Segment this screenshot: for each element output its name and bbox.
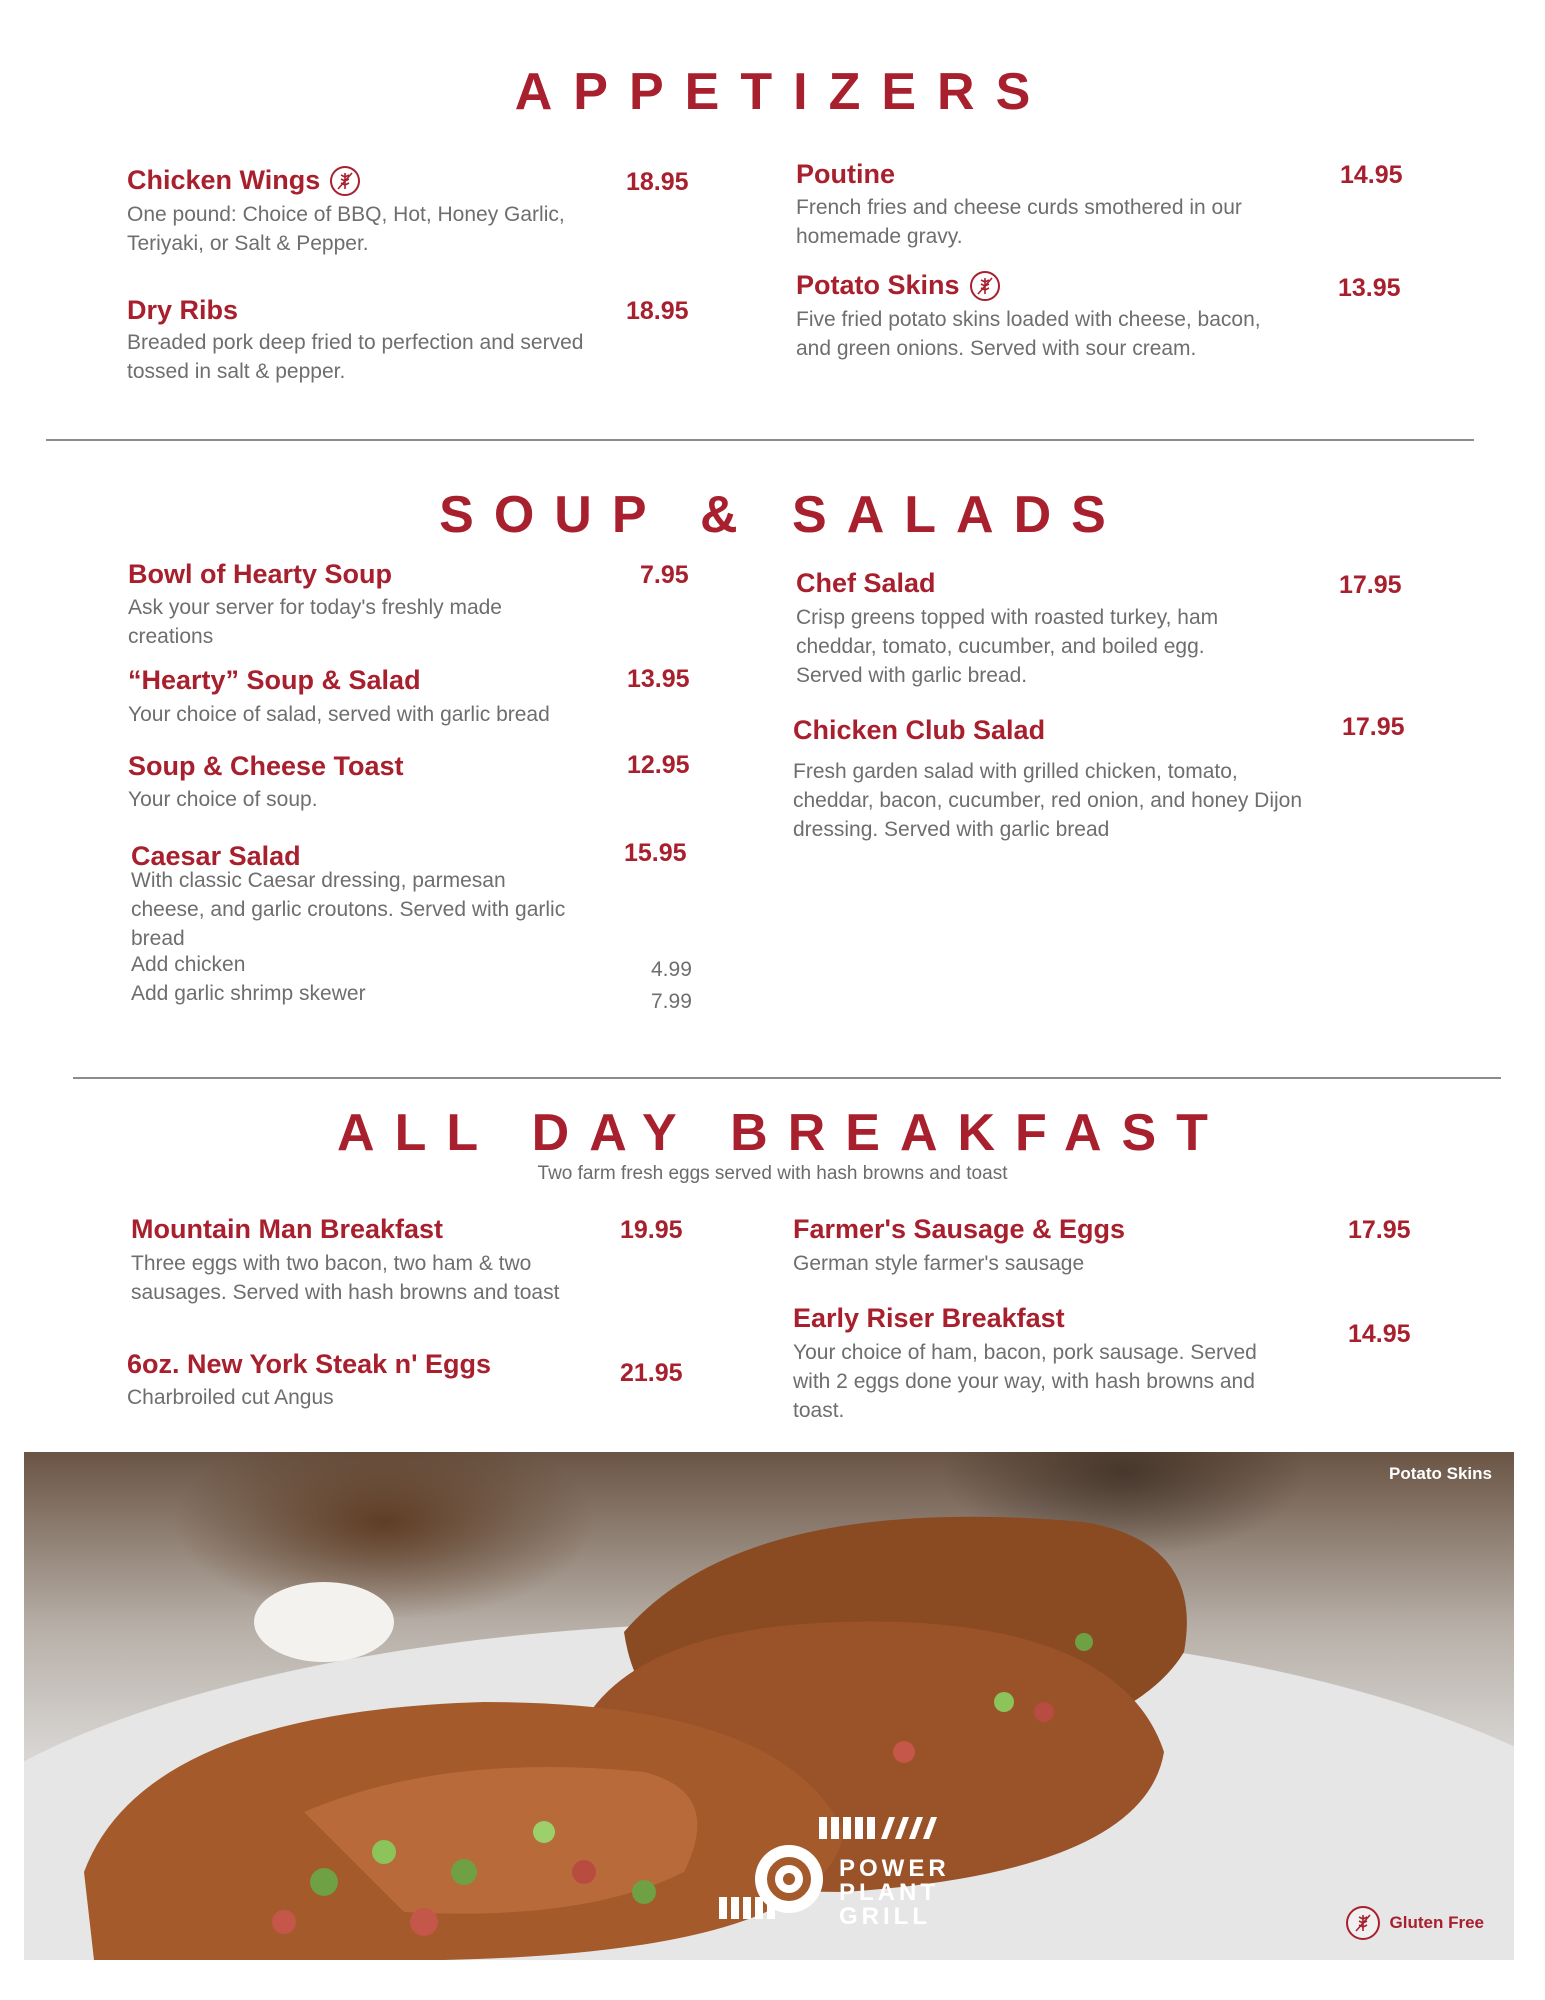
logo-line: POWER (839, 1855, 950, 1882)
menu-item-name: Poutine (796, 159, 895, 189)
menu-item-price: 17.95 (1342, 713, 1405, 741)
menu-item-name: Early Riser Breakfast (793, 1303, 1065, 1333)
menu-item-desc: With classic Caesar dressing, parmesan cheese, and garlic croutons. Served with garlic bread (131, 869, 566, 950)
menu-item-name: Chef Salad (796, 568, 936, 598)
logo-line: PLANT (839, 1879, 939, 1906)
menu-item-name: Soup & Cheese Toast (128, 751, 404, 781)
menu-item-price: 13.95 (1338, 274, 1401, 302)
menu-item-desc: German style farmer's sausage (793, 1252, 1085, 1275)
food-photo (24, 1452, 1514, 1960)
legend-label: Gluten Free (1389, 1913, 1484, 1932)
menu-item-price: 18.95 (626, 297, 689, 325)
menu-item-desc: French fries and cheese curds smothered in our homemade gravy. (796, 196, 1242, 248)
menu-item-name: Mountain Man Breakfast (131, 1214, 444, 1244)
addon-price: 4.99 (651, 958, 692, 981)
menu-item-desc: Breaded pork deep fried to perfection and served tossed in salt & pepper. (127, 331, 584, 383)
menu-item-name: Caesar Salad (131, 841, 301, 871)
gluten-free-legend (1346, 1906, 1484, 1940)
menu-item-desc: Charbroiled cut Angus (127, 1386, 334, 1409)
menu-item-name: Bowl of Hearty Soup (128, 559, 393, 589)
photo-caption: Potato Skins (1389, 1464, 1492, 1483)
addon-label: Add chicken (131, 953, 246, 976)
appetizers-title: APPETIZERS (514, 63, 1052, 121)
gluten-free-icon (1346, 1906, 1380, 1940)
menu-item-name (127, 165, 360, 196)
menu-item-name: 6oz. New York Steak n' Eggs (127, 1349, 492, 1379)
menu-item-desc: One pound: Choice of BBQ, Hot, Honey Garlic, Teriyaki, or Salt & Pepper. (127, 203, 565, 255)
menu-item-name: Dry Ribs (127, 295, 239, 325)
menu-item-desc: Your choice of ham, bacon, pork sausage. Served with 2 eggs done your way, with hash browns and toast. (793, 1341, 1257, 1422)
menu-item-name: Farmer's Sausage & Eggs (793, 1214, 1126, 1244)
section-divider (73, 1077, 1501, 1079)
menu-item-desc: Fresh garden salad with grilled chicken, tomato, cheddar, bacon, cucumber, red onion, and honey Dijon dressing. Served with garlic bread (793, 760, 1303, 841)
menu-item-price: 17.95 (1339, 571, 1402, 599)
menu-item-price: 18.95 (626, 168, 689, 196)
menu-item-desc: Five fried potato skins loaded with cheese, bacon, and green onions. Served with sour cream. (796, 308, 1261, 360)
menu-item-name: “Hearty” Soup & Salad (128, 665, 421, 695)
menu-item-name (796, 270, 1000, 301)
power-plant-grill-logo (719, 1817, 959, 1930)
menu-item-price: 13.95 (627, 665, 690, 693)
menu-item-price: 7.95 (640, 561, 689, 589)
menu-item-price: 17.95 (1348, 1216, 1411, 1244)
menu-item-desc: Ask your server for today's freshly made creations (128, 596, 502, 648)
menu-item-price: 19.95 (620, 1216, 683, 1244)
menu-item-name: Chicken Club Salad (793, 715, 1046, 745)
menu-item-price: 12.95 (627, 751, 690, 779)
breakfast-subtitle: Two farm fresh eggs served with hash browns and toast (537, 1163, 1008, 1184)
menu-item-desc: Your choice of soup. (128, 788, 318, 811)
menu-item-desc: Three eggs with two bacon, two ham & two sausages. Served with hash browns and toast (131, 1252, 560, 1304)
breakfast-title: ALL DAY BREAKFAST (337, 1104, 1228, 1162)
addon-label: Add garlic shrimp skewer (131, 982, 366, 1005)
menu-item-desc: Your choice of salad, served with garlic bread (128, 703, 550, 726)
gluten-free-icon (970, 271, 1000, 301)
item-name-text: Potato Skins (796, 270, 960, 300)
menu-item-price: 21.95 (620, 1359, 683, 1387)
item-name-text: Chicken Wings (127, 165, 321, 195)
menu-item-price: 15.95 (624, 839, 687, 867)
menu-item-price: 14.95 (1340, 161, 1403, 189)
menu-item-price: 14.95 (1348, 1320, 1411, 1348)
menu-item-desc: Crisp greens topped with roasted turkey, ham cheddar, tomato, cucumber, and boiled egg. Served with garlic bread. (796, 606, 1219, 687)
soup-salads-title: SOUP & SALADS (439, 486, 1126, 544)
logo-line: GRILL (839, 1903, 931, 1930)
section-divider (46, 439, 1474, 441)
logo-text (839, 1857, 950, 1929)
gluten-free-icon (330, 166, 360, 196)
addon-price: 7.99 (651, 990, 692, 1013)
